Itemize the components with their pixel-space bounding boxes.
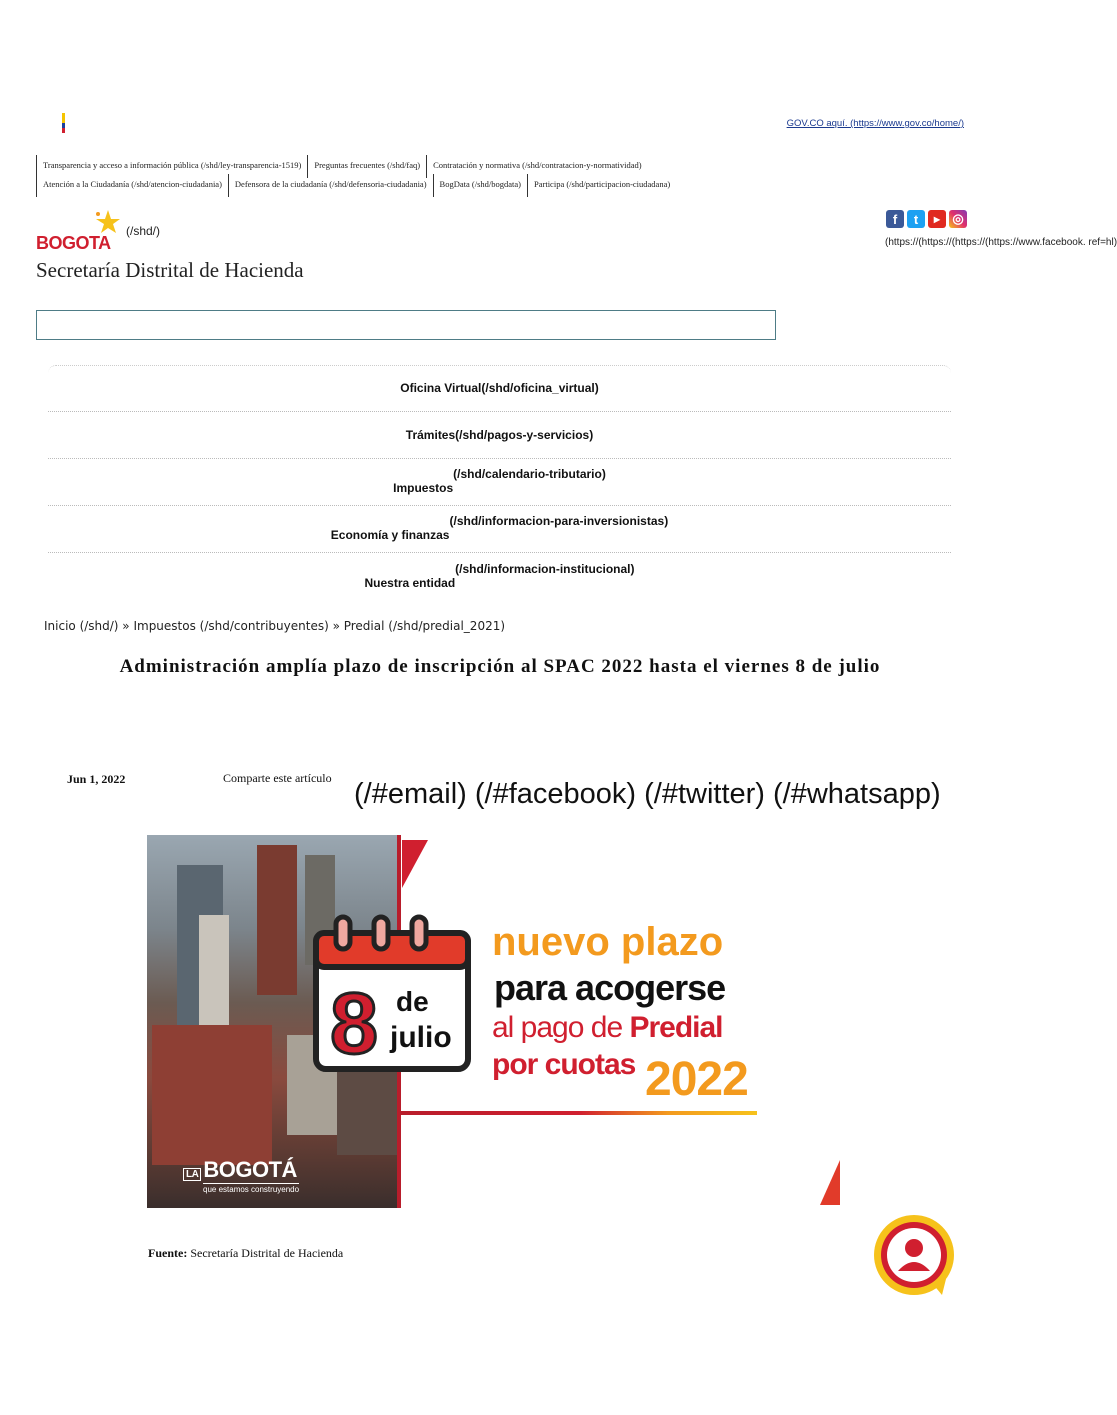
nav-link: (/shd/informacion-para-inversionistas)	[449, 514, 669, 528]
chat-assistant-icon[interactable]	[872, 1213, 956, 1297]
social-icons	[886, 210, 967, 228]
util-link-defensoria[interactable]: Defensora de la ciudadanía (/shd/defensoria-ciudadania)	[228, 174, 433, 197]
utility-links-row-2	[36, 174, 676, 197]
calendar-day: 8	[330, 976, 378, 1072]
instagram-icon[interactable]: ◎	[949, 210, 967, 228]
gradient-bar	[401, 1111, 757, 1115]
home-logo-link[interactable]: (/shd/)	[126, 224, 161, 238]
nav-item-impuestos[interactable]	[48, 459, 951, 506]
nav-label: Oficina Virtual	[400, 381, 482, 395]
breadcrumb[interactable]: Inicio (/shd/) » Impuestos (/shd/contribuyentes) » Predial (/shd/predial_2021)	[44, 619, 506, 633]
banner-line-4: por cuotas	[492, 1048, 636, 1081]
calendar-de: de	[396, 986, 429, 1017]
la-bogota-logo: LA BOGOTÁ	[183, 1157, 297, 1183]
red-triangle-top	[402, 840, 428, 888]
nav-label: Trámites	[405, 428, 456, 442]
article-source: Fuente: Secretaría Distrital de Hacienda	[148, 1246, 344, 1260]
article-banner-image	[147, 835, 840, 1208]
site-title: Secretaría Distrital de Hacienda	[36, 258, 304, 282]
banner-year: 2022	[645, 1053, 748, 1106]
search-input[interactable]	[36, 310, 776, 340]
facebook-icon[interactable]: f	[886, 210, 904, 228]
nav-item-tramites[interactable]	[48, 412, 951, 459]
article-title: Administración amplía plazo de inscripción al SPAC 2022 hasta el viernes 8 de julio	[119, 656, 881, 677]
share-links[interactable]: (/#email) (/#facebook) (/#twitter) (/#whatsapp)	[354, 778, 941, 810]
util-link-participa[interactable]: Participa (/shd/participacion-ciudadana)	[527, 174, 676, 197]
nav-link: (/shd/calendario-tributario)	[453, 467, 606, 481]
util-link-faq[interactable]: Preguntas frecuentes (/shd/faq)	[307, 155, 426, 178]
nav-item-nuestra-entidad[interactable]	[48, 553, 951, 600]
banner-line-3: al pago de Predial	[492, 1011, 723, 1044]
nav-label: Impuestos	[393, 481, 454, 495]
twitter-icon[interactable]: t	[907, 210, 925, 228]
la-bogota-tagline: que estamos construyendo	[203, 1185, 300, 1194]
bogota-star-icon	[92, 208, 120, 236]
youtube-icon[interactable]: ▶	[928, 210, 946, 228]
nav-label: Nuestra entidad	[364, 576, 456, 590]
nav-item-economia[interactable]	[48, 506, 951, 553]
nav-link: (/shd/informacion-institucional)	[455, 562, 635, 576]
banner-line-1: nuevo plazo	[492, 920, 724, 964]
article-date: Jun 1, 2022	[67, 772, 126, 786]
nav-link: (/shd/oficina_virtual)	[481, 381, 599, 395]
govco-link[interactable]: GOV.CO aquí. (https://www.gov.co/home/)	[786, 118, 964, 129]
nav-link: (/shd/pagos-y-servicios)	[455, 428, 594, 442]
bogota-logo[interactable]: BOGOTA	[36, 233, 111, 253]
banner-line-2: para acogerse	[494, 967, 726, 1008]
calendar-month: julio	[390, 1021, 452, 1054]
main-nav	[48, 365, 951, 600]
red-triangle-bottom	[820, 1160, 840, 1205]
share-label: Comparte este artículo	[223, 771, 332, 785]
nav-label: Economía y finanzas	[330, 528, 450, 542]
social-url-text[interactable]: (https://(https://(https://(https://www.facebook. ref=hl)	[885, 237, 1117, 248]
calendar-icon	[312, 915, 472, 1073]
util-link-bogdata[interactable]: BogData (/shd/bogdata)	[433, 174, 527, 197]
util-link-transparencia[interactable]: Transparencia y acceso a información pública (/shd/ley-transparencia-1519)	[36, 155, 307, 178]
nav-item-oficina-virtual[interactable]	[48, 365, 951, 412]
util-link-contratacion[interactable]: Contratación y normativa (/shd/contratacion-y-normatividad)	[426, 155, 647, 178]
colombia-flag-icon	[62, 113, 65, 133]
util-link-atencion[interactable]: Atención a la Ciudadanía (/shd/atencion-ciudadania)	[36, 174, 228, 197]
